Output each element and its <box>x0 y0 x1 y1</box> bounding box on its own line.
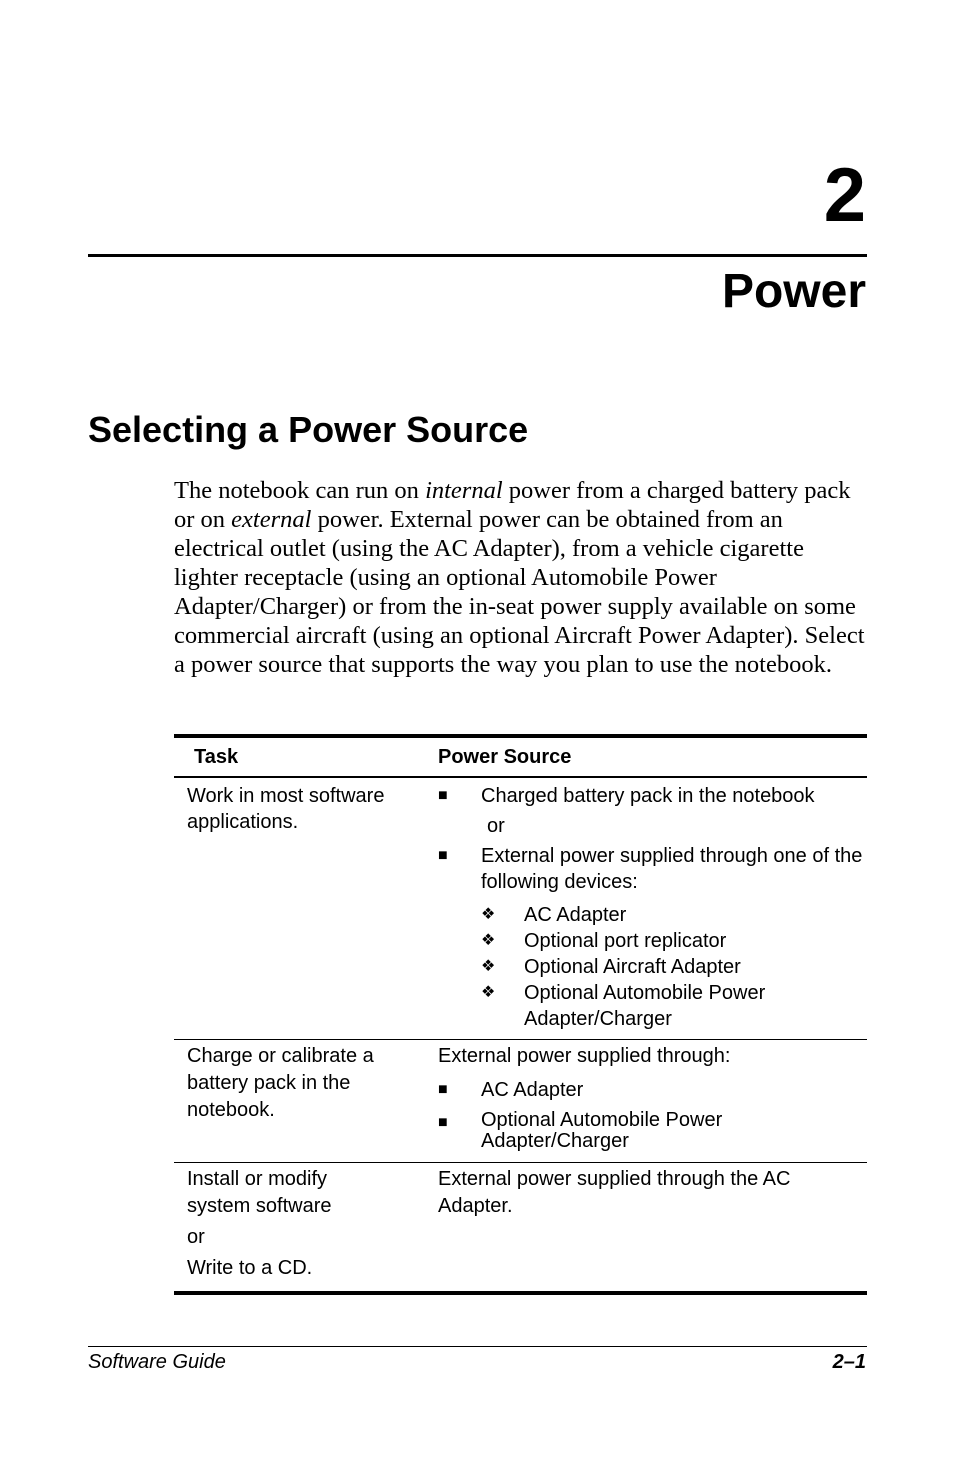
header-power-source: Power Source <box>438 746 572 768</box>
list-item: ❖ Optional port replicator <box>481 930 727 952</box>
section-title: Selecting a Power Source <box>88 409 529 450</box>
intro-paragraph: The notebook can run on internal power from a charged battery pack or on external power. External power can be obtained from an electrical outlet (using the AC Adapter), from a vehicle cigarette lighter receptacle (using an optional Automobile Power Adapter/Charger) or from the in-seat power supply available on some commercial aircraft (using an optional Aircraft Power Adapter). Select a power source that supports the way you plan to use the notebook. <box>174 477 865 678</box>
table-row <box>174 778 867 1039</box>
header-task: Task <box>194 746 239 768</box>
footer-page-number: 2–1 <box>832 1351 866 1373</box>
square-bullet-icon: ■ <box>438 1114 448 1131</box>
list-item: ■ Charged battery pack in the notebook <box>438 785 815 807</box>
power-source-cell: External power supplied through the AC Adapter. <box>438 1168 791 1217</box>
list-item: ■ AC Adapter <box>438 1079 584 1101</box>
list-item: ❖ Optional Aircraft Adapter <box>481 956 741 978</box>
diamond-bullet-icon: ❖ <box>481 932 496 949</box>
power-source-cell: External power supplied through: ■ AC Adapter ■ Optional Automobile Power Adapter/Charger <box>438 1043 867 1152</box>
table-header <box>174 738 867 776</box>
chapter-title: Power <box>721 265 866 318</box>
list-item: ■ External power supplied through one of the following devices: <box>438 845 863 893</box>
chapter-number: 2 <box>823 153 866 238</box>
list-item: ❖ AC Adapter <box>481 904 627 926</box>
square-bullet-icon: ■ <box>438 1081 448 1098</box>
table-row <box>174 1040 867 1162</box>
square-bullet-icon: ■ <box>438 847 448 864</box>
footer-divider <box>88 1346 867 1347</box>
square-bullet-icon: ■ <box>438 787 448 804</box>
diamond-bullet-icon: ❖ <box>481 984 496 1001</box>
diamond-bullet-icon: ❖ <box>481 906 496 923</box>
or-label: or <box>487 815 505 837</box>
list-item: ❖ Optional Automobile Power Adapter/Charger <box>481 982 766 1030</box>
task-cell: Charge or calibrate a battery pack in the notebook. <box>187 1045 374 1121</box>
table-row <box>174 1163 867 1291</box>
task-cell: Install or modify system software or Write to a CD. <box>187 1168 332 1279</box>
power-source-cell <box>438 783 867 1032</box>
power-source-table <box>174 734 867 1295</box>
chapter-divider <box>88 254 867 257</box>
diamond-bullet-icon: ❖ <box>481 958 496 975</box>
footer-guide-title: Software Guide <box>88 1351 226 1373</box>
task-cell: Work in most software applications. <box>187 785 385 833</box>
list-item: ■ Optional Automobile Power Adapter/Charger <box>438 1109 723 1152</box>
